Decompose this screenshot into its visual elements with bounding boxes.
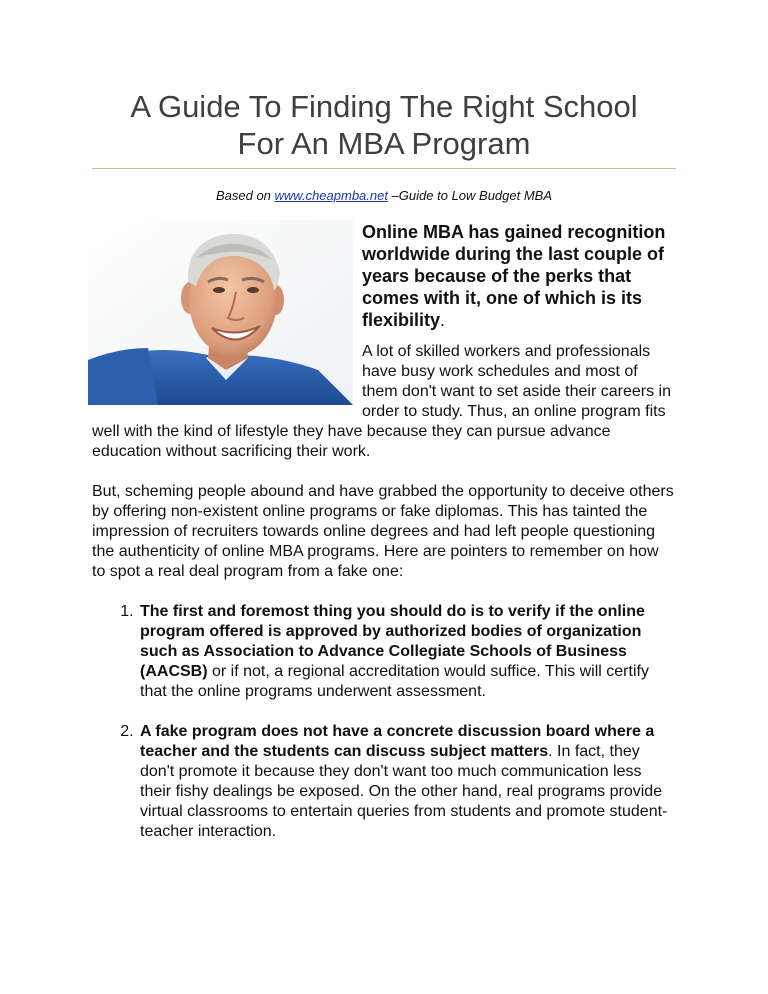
source-link[interactable]: www.cheapmba.net — [274, 188, 388, 203]
title-line-1: A Guide To Finding The Right School — [130, 89, 638, 124]
body-paragraph: A lot of skilled workers and professionals have busy work schedules and most of them don't want to set aside their careers in order to study. Thus, an online program fits well with the kind of lifestyle they have because they can pursue advance education without sacrificing their work. — [92, 343, 671, 460]
list-item-bold: A fake program does not have a concrete discussion board where a teacher and the students can discuss subject matters — [140, 723, 655, 760]
list-item — [138, 602, 676, 702]
title-line-2: For An MBA Program — [237, 126, 531, 161]
source-line — [0, 188, 768, 203]
list-item-bold: The first and foremost thing you should do is to verify if the online program offered is approved by authorized bodies of organization such as Association to Advance Collegiate Schools of Business (AACSB) — [140, 603, 645, 680]
pointers-list — [92, 602, 676, 842]
source-prefix: Based on — [215, 188, 275, 203]
source-suffix: –Guide to Low Budget MBA — [387, 188, 553, 203]
body-paragraph: But, scheming people abound and have grabbed the opportunity to deceive others by offering non-existent online programs or fake diplomas. This has tainted the impression of recruiters towards online degrees and had left people questioning the authenticity of online MBA programs. Here are pointers to remember on how to spot a real deal program from a fake one: — [92, 483, 674, 580]
lead-text: Online MBA has gained recognition worldwide during the last couple of years because of the perks that comes with it, one of which is its flexibility — [362, 222, 666, 330]
list-item-text: or if not, a regional accreditation would suffice. This will certify that the online programs underwent assessment. — [140, 663, 649, 700]
list-item — [138, 722, 676, 842]
lead-end: . — [440, 310, 446, 330]
document-title — [60, 88, 708, 162]
article-body — [92, 221, 676, 862]
list-item-text: . In fact, they don't promote it because they don't want too much communication less their fishy dealings be exposed. On the other hand, real programs provide virtual classrooms to entertain queries from students and promote student-teacher interaction. — [140, 743, 668, 840]
title-divider — [92, 168, 676, 169]
